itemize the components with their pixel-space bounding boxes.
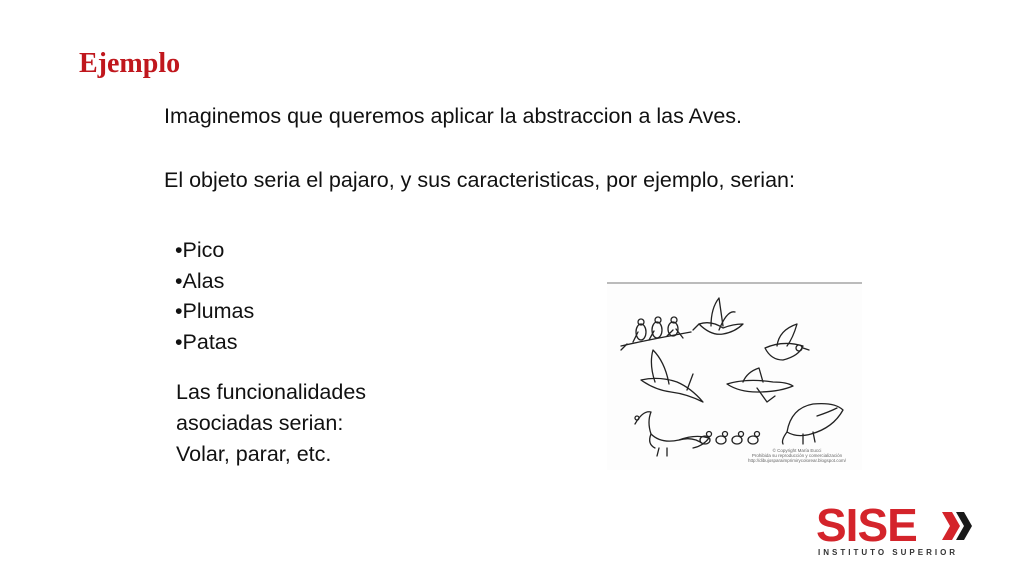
functionalities-line: Las funcionalidades: [176, 380, 367, 404]
double-chevron-icon: [940, 510, 974, 542]
characteristic-item: •Alas: [175, 268, 225, 293]
logo-subtitle: INSTITUTO SUPERIOR: [818, 548, 959, 557]
perched-birds-icon: [621, 317, 691, 350]
copyright-line: © Copyright María Eucci: [772, 448, 822, 453]
flying-dove-icon: [693, 298, 743, 334]
gliding-bird-icon: [727, 368, 793, 402]
copyright-line: Prohibida su reproducción y comercialización: [751, 453, 843, 458]
birds-drawing: [607, 284, 862, 470]
functionalities-text: [176, 377, 366, 470]
partridge-icon: [783, 404, 844, 444]
characteristic-item: •Pico: [175, 238, 225, 262]
slide-title: Ejemplo: [79, 48, 181, 79]
swooping-bird-icon: [641, 350, 703, 402]
birds-illustration: [607, 282, 862, 470]
copyright-line: http://dibujosparaimprimirycolorear.blogspot.com/: [747, 458, 847, 463]
characteristic-item: •Plumas: [175, 299, 255, 323]
image-copyright: [737, 448, 857, 463]
intro-text: Imaginemos que queremos aplicar la abstraccion a las Aves.: [164, 104, 743, 128]
logo-wordmark: SISE: [816, 499, 917, 551]
functionalities-line: asociadas serian:: [176, 411, 344, 435]
dove-icon: [765, 324, 809, 360]
sise-logo: [816, 499, 976, 562]
object-description: El objeto seria el pajaro, y sus caracteristicas, por ejemplo, serian:: [164, 168, 795, 192]
characteristic-item: •Patas: [175, 329, 238, 354]
functionalities-line: Volar, parar, etc.: [176, 442, 332, 466]
peacock-icon: [635, 412, 709, 456]
characteristics-list: [175, 235, 254, 357]
chicks-icon: [700, 432, 760, 445]
